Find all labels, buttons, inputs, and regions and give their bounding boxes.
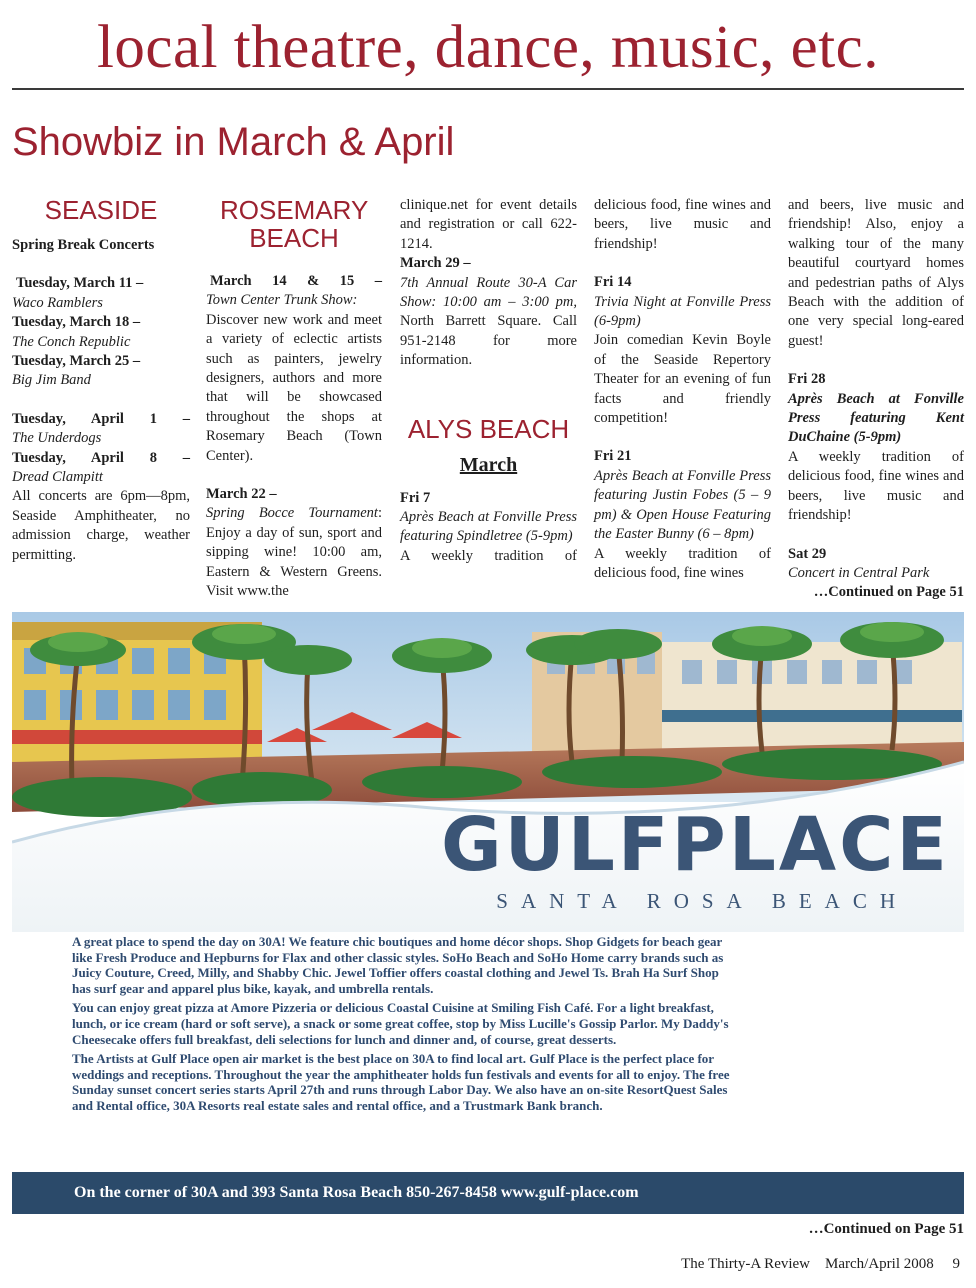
masthead-rule [12, 88, 964, 90]
ad-paragraph: A great place to spend the day on 30A! We feature chic boutiques and home décor shops. Shop Gidgets for beach gear like Fresh Produce and Hepburns for Flax and other classic styles. SoHo Beach and SoHo Home carry brands such as Juicy Couture, Creed, Milly, and Shabby Chic. Jewel Toffier offers coastal clothing and Jewel Ts. Brah Ha Surf Shop has surf gear and apparel plus bike, kayak, and umbrella rentals. [72, 934, 724, 996]
alys-event-title: Après Beach at Fonville Press featuring Spindletree (5-9pm) [400, 509, 577, 545]
ad-contact-bar [12, 1172, 964, 1214]
page-footer [681, 1254, 960, 1274]
seaside-subheading: Spring Break Concerts [12, 237, 155, 253]
rosemary-event-date: March 22 – [206, 486, 277, 503]
col5-continued-text: and beers, live music and friendship! Also, enjoy a walking tour of the many beautiful courtyard homes and pedestrian paths of Alys Beach with the addition of one very special long-eared guest! [788, 197, 964, 349]
alys-event-desc: Join comedian Kevin Boyle of the Seaside Repertory Theater for an evening of fun facts and friendly competition! [594, 332, 771, 427]
alys-event-desc: A weekly tradition of delicious food, fine wines and beers, live music and friendship! [788, 448, 964, 524]
footer-page-number: 9 [952, 1256, 960, 1272]
alys-event-desc: A weekly tradition of delicious food, fine wines [594, 545, 771, 581]
month-heading: March [459, 453, 518, 476]
rosemary-event-title: Spring Bocce Tournament [206, 505, 378, 522]
footer-issue: March/April 2008 [825, 1256, 934, 1272]
continued-link[interactable]: …Continued on Page 51 [808, 1221, 964, 1237]
col3-event-body [400, 274, 577, 371]
column-rosemary [206, 196, 382, 602]
alys-event-title: Trivia Night at Fonville Press (6-9pm) [594, 293, 771, 330]
alys-event-date: Fri 14 [594, 274, 632, 291]
alys-event-title: Après Beach at Fonville Press featuring Justin Fobes (5 – 9 pm) & Open House Featuring the Easter Bunny (6 – 8pm) [594, 467, 771, 543]
column-alys-end [788, 196, 964, 603]
rosemary-heading: ROSEMARY BEACH [220, 195, 369, 253]
alys-event-date: Sat 29 [788, 545, 827, 562]
seaside-event-date: Tuesday, March 11 – [16, 275, 144, 292]
seaside-event-act: Dread Clampitt [12, 469, 103, 486]
rosemary-event-body [206, 504, 382, 601]
ad-copy [72, 934, 732, 1118]
column-seaside [12, 196, 190, 565]
alys-event-desc: A weekly tradition of [400, 547, 577, 564]
rosemary-event-title: Town Center Trunk Show: [206, 292, 358, 309]
seaside-event-act: The Underdogs [12, 430, 102, 447]
gulf-place-ad [12, 612, 964, 1214]
rosemary-event-desc: Discover new work and meet a variety of eclectic artists such as painters, jewelry designers, authors and more that will be showcased throughout the shops at Rosemary Beach (Town Center). [206, 311, 382, 464]
rosemary-event-desc: : Enjoy a day of sun, sport and sipping wine! 10:00 am, Eastern & Western Greens. Visit www.the [206, 505, 382, 600]
rosemary-event-date: March 14 & 15 – [210, 273, 382, 289]
gulf-place-logo: GULFPLACE [440, 802, 950, 888]
seaside-event-date: Tuesday, March 25 – [12, 353, 141, 370]
col3-continued-text: clinique.net for event details and registration or call 622-1214. [400, 197, 577, 252]
alys-event-title: Concert in Central Park [788, 564, 930, 581]
gulf-place-illustration [12, 612, 964, 932]
ad-paragraph: You can enjoy great pizza at Amore Pizzeria or delicious Coastal Cuisine at Smiling Fish Café. For a light breakfast, lunch, or ice cream (hard or soft serve), a snack or some great coffee, stop by Miss Lucille's Gossip Parlor. My Daddy's Cheesecake offers full breakfast, deli selections for lunch and dinner and, of course, great desserts. [72, 1000, 729, 1047]
gulf-place-location: SANTA ROSA BEACH [496, 889, 908, 913]
ad-contact-text: On the corner of 30A and 393 Santa Rosa Beach 850-267-8458 www.gulf-place.com [74, 1184, 639, 1201]
alys-event-title: Après Beach at Fonville Press featuring Kent DuChaine (5-9pm) [788, 390, 964, 446]
col4-continued-text: delicious food, fine wines and beers, live music and friendship! [594, 197, 771, 252]
ad-paragraph: The Artists at Gulf Place open air market is the best place on 30A to find local art. Gulf Place is the perfect place for weddings and receptions. Throughout the year the amphitheater holds fun festivals and events for all to enjoy. The free Sunday sunset concert series starts April 27th and runs through Labor Day. We also have an on-site ResortQuest Sales and Rental office, 30A Resorts real estate sales and rental office, and a Trustmark Bank branch. [72, 1051, 730, 1113]
seaside-event-act: The Conch Republic [12, 333, 131, 350]
seaside-heading: SEASIDE [44, 195, 158, 225]
alys-heading: ALYS BEACH [407, 413, 570, 444]
masthead-title: local theatre, dance, music, etc. [96, 14, 879, 81]
alys-event-date: Fri 7 [400, 489, 431, 506]
col3-event-date: March 29 – [400, 255, 471, 272]
alys-event-date: Fri 28 [788, 371, 826, 388]
column-alys-middle [594, 196, 771, 583]
seaside-event-act: Big Jim Band [12, 372, 91, 389]
col3-event-desc: North Barrett Square. Call 951-2148 for more information. [400, 313, 577, 369]
footer-publication: The Thirty-A Review [681, 1256, 811, 1272]
section-title: Showbiz in March & April [12, 120, 455, 164]
column-alys-start [400, 196, 577, 566]
seaside-note: All concerts are 6pm—8pm, Seaside Amphitheater, no admission charge, weather permitting. [12, 488, 190, 563]
seaside-event-date: Tuesday, April 8 – [12, 449, 190, 466]
alys-event-date: Fri 21 [594, 448, 632, 465]
seaside-event-act: Waco Ramblers [12, 294, 103, 311]
seaside-event-date: Tuesday, April 1 – [12, 410, 190, 427]
seaside-event-date: Tuesday, March 18 – [12, 314, 141, 331]
masthead [0, 0, 976, 92]
continued-link[interactable]: …Continued on Page 51 [813, 584, 964, 601]
col3-event-title: 7th Annual Route 30-A Car Show: 10:00 am – 3:00 pm, [400, 274, 577, 311]
